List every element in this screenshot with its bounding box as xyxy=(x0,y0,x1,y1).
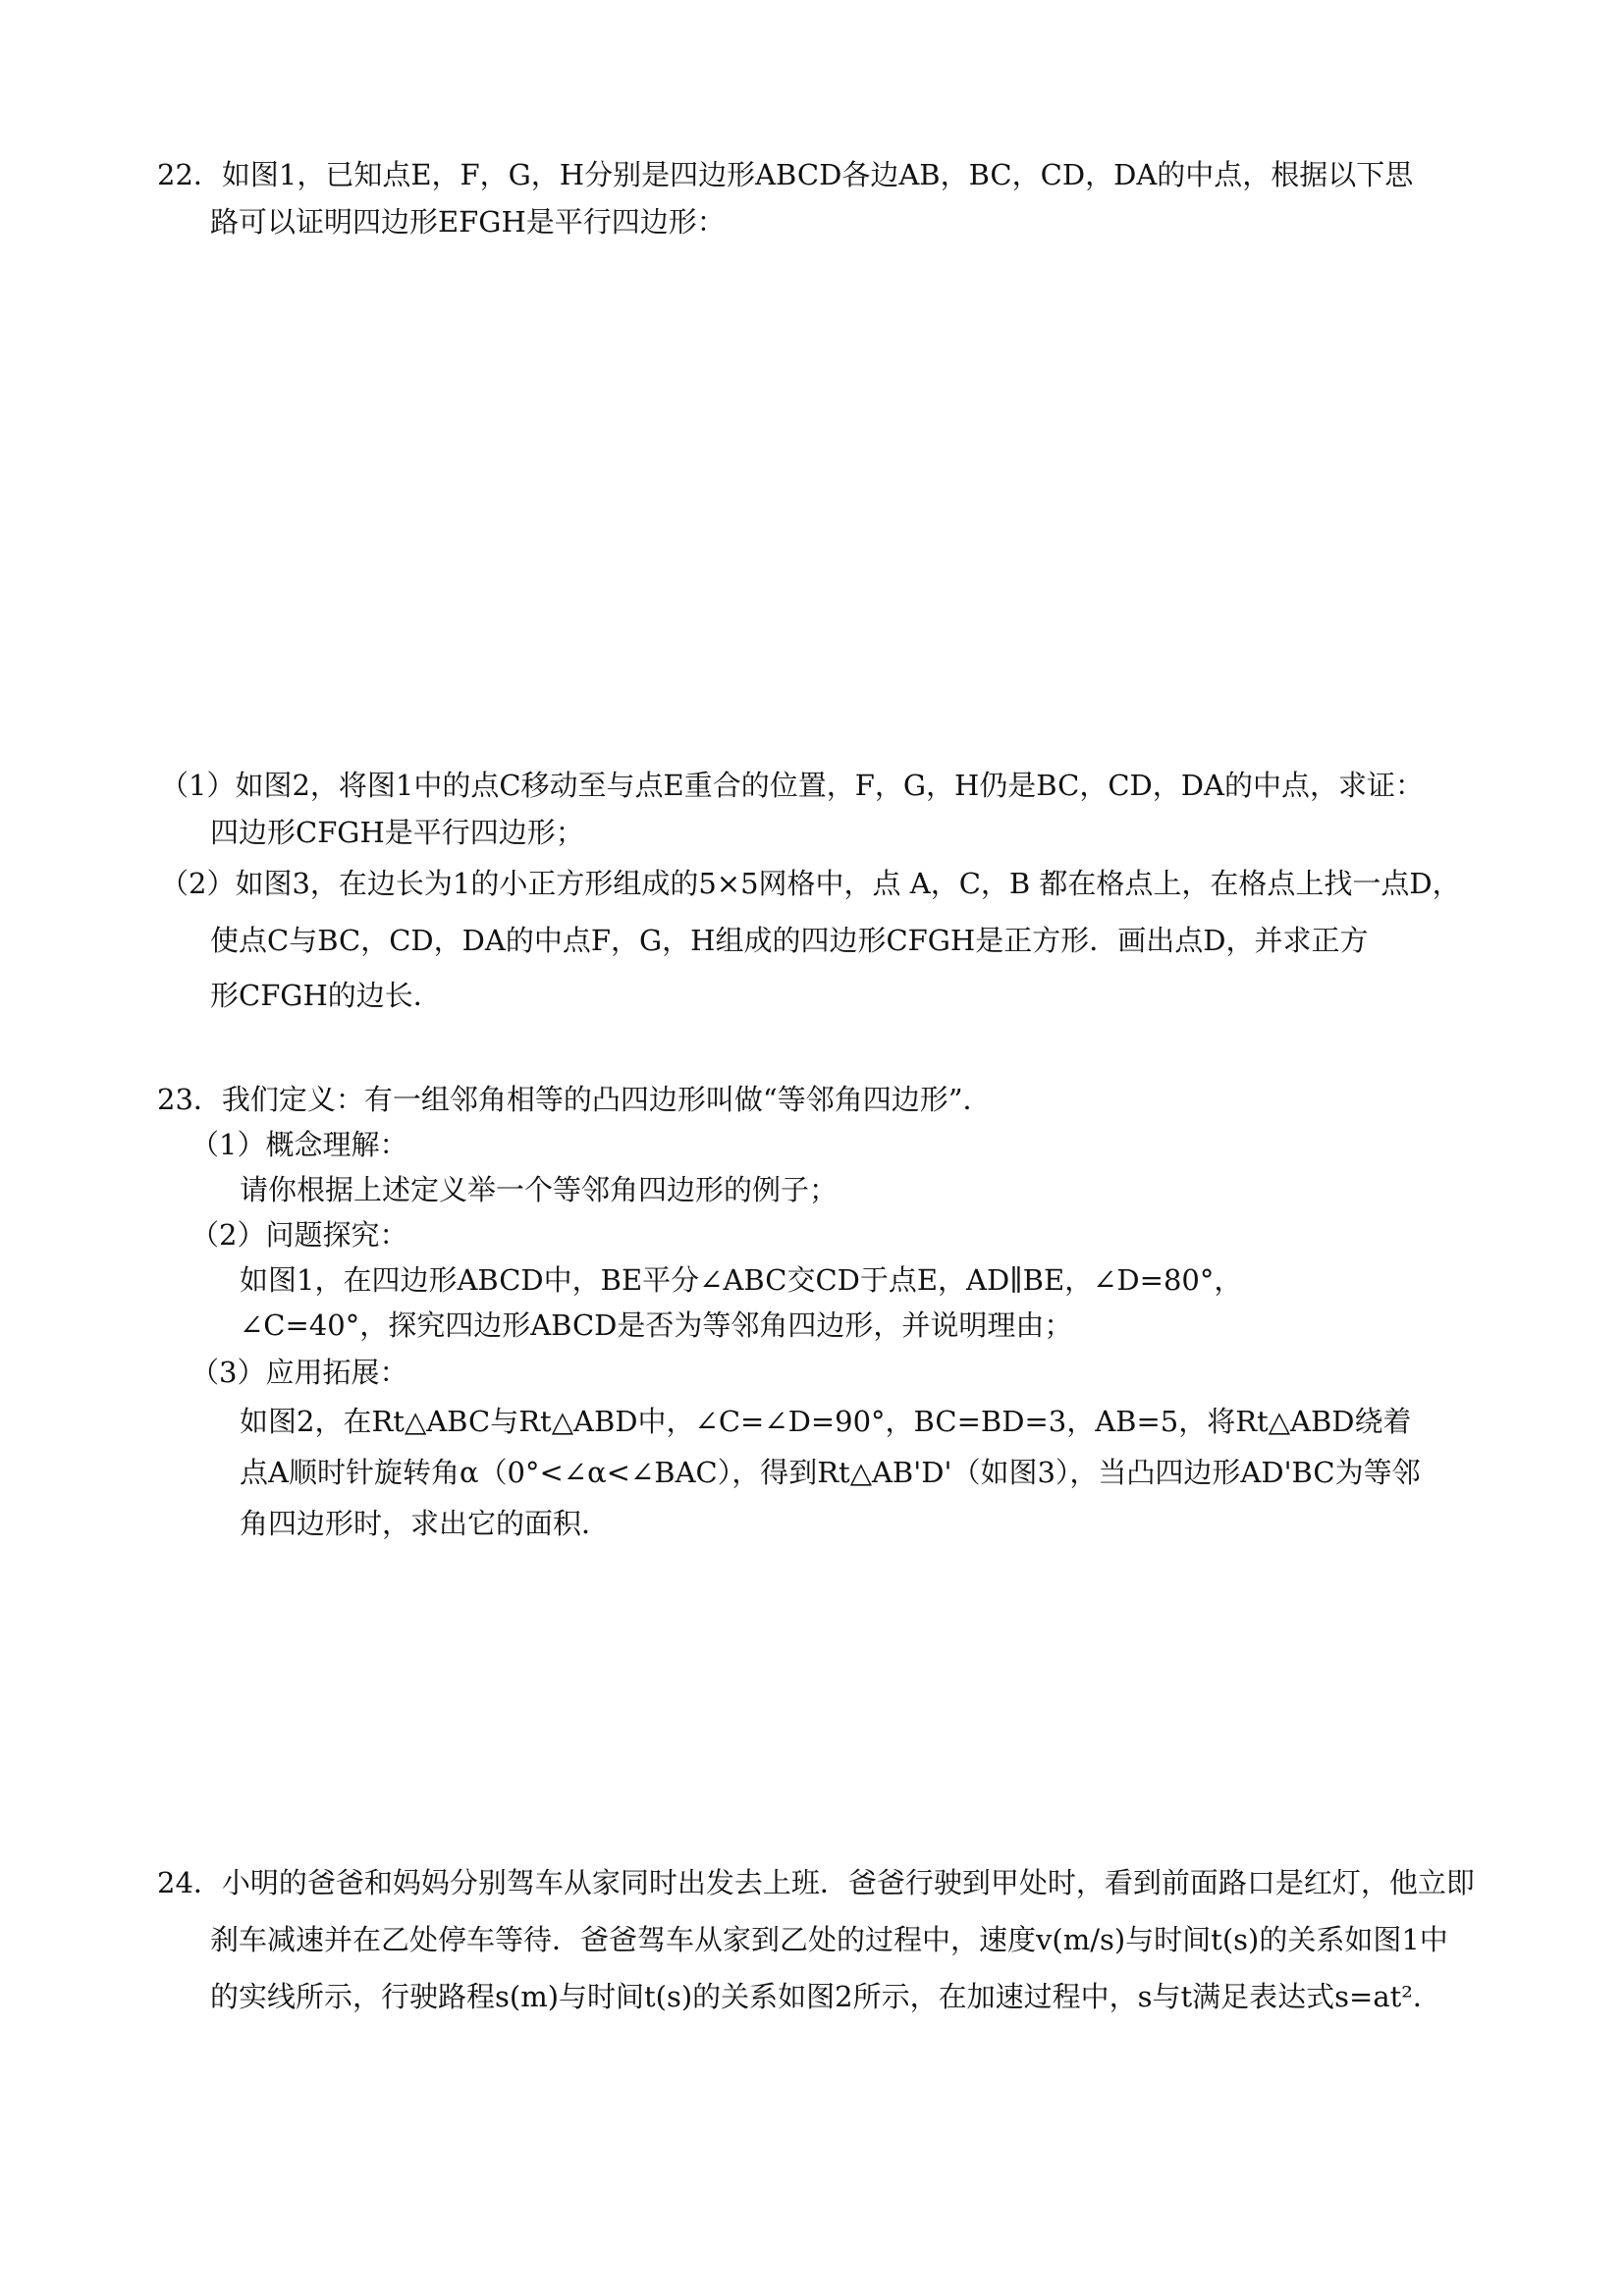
q23-part1-title: （1）概念理解： xyxy=(190,1128,408,1161)
q23-part1-text: 请你根据上述定义举一个等邻角四边形的例子； xyxy=(240,1173,839,1206)
q22-line-2: 路可以证明四边形EFGH是平行四边形： xyxy=(210,205,726,239)
q24-line-1: 24．小明的爸爸和妈妈分别驾车从家同时出发去上班．爸爸行驶到甲处时，看到前面路口是红灯，他立即 xyxy=(157,1866,1475,1899)
q24-line-3: 的实线所示，行驶路程s(m)与时间t(s)的关系如图2所示，在加速过程中，s与t满足表达式s=at²． xyxy=(210,1980,1441,2013)
q23-intro: 23．我们定义：有一组邻角相等的凸四边形叫做“等邻角四边形”． xyxy=(157,1083,992,1116)
q23-part3-title: （3）应用拓展： xyxy=(190,1356,408,1389)
q23-part3-line-1: 如图2，在Rt△ABC与Rt△ABD中，∠C=∠D=90°，BC=BD=3，AB=5，将Rt△ABD绕着 xyxy=(240,1405,1412,1438)
q22-part2-line-1: （2）如图3，在边长为1的小正方形组成的5×5网格中，点 A，C，B 都在格点上，在格点上找一点D， xyxy=(160,867,1461,900)
q23-part2-line-1: 如图1，在四边形ABCD中，BE平分∠ABC交CD于点E，AD∥BE，∠D=80°， xyxy=(240,1263,1243,1297)
q23-part2-line-2: ∠C=40°，探究四边形ABCD是否为等邻角四边形，并说明理由； xyxy=(240,1308,1073,1342)
q23-part3-line-2: 点A顺时针旋转角α（0°<∠α<∠BAC），得到Rt△AB'D'（如图3），当凸四边形AD'BC为等邻 xyxy=(240,1456,1421,1489)
q22-part2-line-3: 形CFGH的边长． xyxy=(210,979,442,1012)
q24-line-2: 刹车减速并在乙处停车等待．爸爸驾车从家到乙处的过程中，速度v(m/s)与时间t(s)的关系如图1中 xyxy=(210,1923,1448,1956)
q22-part1-line-1: （1）如图2，将图1中的点C移动至与点E重合的位置，F，G，H仍是BC，CD，DA的中点，求证： xyxy=(160,769,1424,802)
q23-part2-title: （2）问题探究： xyxy=(190,1218,408,1252)
q22-line-1: 22．如图1，已知点E，F，G，H分别是四边形ABCD各边AB，BC，CD，DA的中点，根据以下思 xyxy=(157,158,1414,191)
q22-part1-line-2: 四边形CFGH是平行四边形； xyxy=(210,816,584,849)
q23-part3-line-3: 角四边形时，求出它的面积． xyxy=(240,1507,611,1540)
q22-part2-line-2: 使点C与BC，CD，DA的中点F，G，H组成的四边形CFGH是正方形．画出点D，并求正方 xyxy=(210,924,1369,957)
